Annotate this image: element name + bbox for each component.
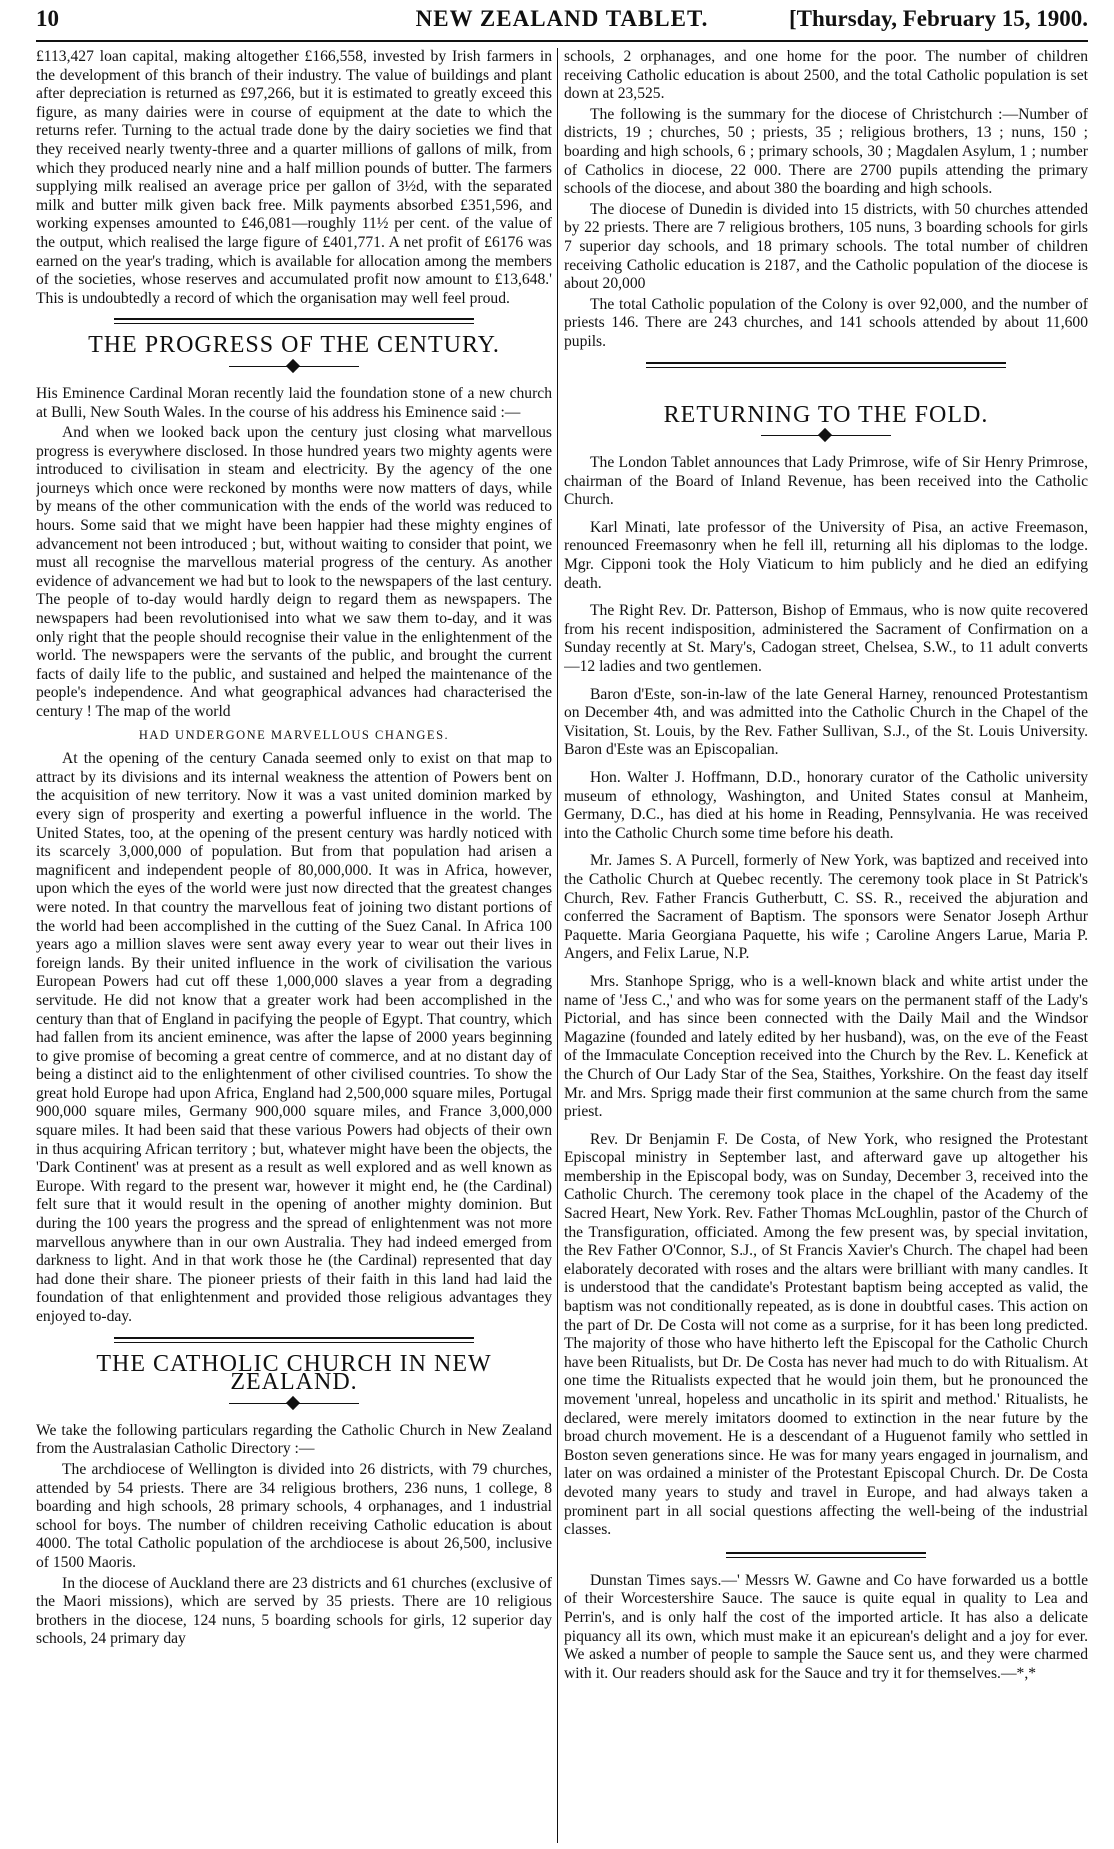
sauce-advert: Dunstan Times says.—' Messrs W. Gawne and Co have forwarded us a bottle of their Worcestershire Sauce. The sauce is quite equal in quality to Lea and Perrin's, and is only half the cost of the imported article. It has also a delicate piquancy all its own, which must make it an epicurean's delight and a joy for ever. We asked a number of people to sample the Sauce sent us, and they were charmed with it. Our readers should ask for the Sauce and try it for themselves.—*,* xyxy=(564,1571,1088,1682)
fold-paragraph: Rev. Dr Benjamin F. De Costa, of New York, who resigned the Protestant Episcopal ministry in September last, and afterward gave up altogether his membership in the Episcopal body, was on Sunday, December 3, received into the Catholic Church. The ceremony took place in the chapel of the Academy of the Sacred Heart, New York. Rev. Father Thomas McLoughlin, pastor of the Church of the Transfiguration, officiated. Among the few present was, by special invitation, the Rev Father O'Connor, S.J., of St Francis Xavier's Church. The chapel had been elaborately decorated with roses and the altars were brilliant with many candles. It is understood that the candidate's Protestant baptism being accepted as valid, the baptism was not conditionally repeated, as is done in doubtful cases. This action on the part of Dr. De Costa will not come as a surprise, for it has been long predicted. The majority of those who have hitherto left the Episcopal for the Catholic Church have been Ritualists, but Dr. De Costa has never had much to do with Ritualism. At one time the Ritualists expected that he would join them, but he pronounced the movement 'unreal, hopeless and uncatholic in its spirit and method.' Ritualists, he declared, were merely imitators doomed to extinction in the near future by the broad church movement. He is a descendant of a Huguenot family who settled in Boston seven generations since. He was for many years engaged in journalism, and later on was ordained a minister of the Protestant Episcopal Church. Dr. De Costa devoted many years to study and travel in Europe, and had always taken a prominent part in all social questions affecting the well-being of the industrial classes. xyxy=(564,1130,1088,1539)
masthead-rule xyxy=(36,40,1088,42)
fold-heading: RETURNING TO THE FOLD. xyxy=(663,401,989,428)
catholic-nz-paragraph: The archdiocese of Wellington is divided into 26 districts, with 79 churches, attended by 54 priests. There are 34 religious brothers, 236 nuns, 1 college, 8 boarding and high schools, 28 primary schools, 4 orphanages, and 1 industrial school for boys. The number of children receiving Catholic education is about 4000. The total Catholic population of the archdiocese is about 26,500, inclusive of 1500 Maoris. xyxy=(36,1460,552,1571)
section-rule xyxy=(726,1552,926,1558)
catholic-nz-paragraph: schools, 2 orphanages, and one home for the poor. The number of children receiving Catholic education is about 2500, and the total Catholic population is set down at 23,525. xyxy=(564,48,1088,103)
dairy-paragraph: £113,427 loan capital, making altogether £166,558, invested by Irish farmers in the development of this branch of their industry. The value of buildings and plant after depreciation is returned as £97,266, but it is estimated to greatly exceed this figure, as many dairies were in course of equipment at the date to which the returns refer. Turning to the actual trade done by the dairy societies we find that they received nearly twenty-three and a quarter millions of gallons of milk, from which they produced nearly nine and a half million pounds of butter. The farmers supplying milk realised an average price per gallon of 3½d, with the separated milk and butter milk given back free. Milk payments absorbed £351,596, and working expenses amounted to £46,081—roughly 11½ per cent. of the value of the output, which realised the large figure of £401,771. A net profit of £6176 was earned on the year's trading, which is available for allocation among the members of the societies, whose reserves and accumulated profit now amount to £13,648.' This is undoubtedly a record of which the organisation may well feel proud. xyxy=(36,48,552,307)
catholic-nz-paragraph: The following is the summary for the diocese of Christchurch :—Number of districts, 19 ; churches, 50 ; priests, 35 ; religious brothers, 13 ; nuns, 150 ; boarding and high schools, 6 ; primary schools, 30 ; Magdalen Asylum, 1 ; number of Catholics in diocese, 22 000. There are 2700 pupils attending the primary schools of the diocese, and about 380 the boarding and high schools. xyxy=(564,105,1088,198)
left-column xyxy=(36,48,552,1843)
catholic-nz-paragraph: In the diocese of Auckland there are 23 districts and 61 churches (exclusive of the Maori missions), which are served by 35 priests. There are 10 religious brothers in the diocese, 124 nuns, 5 boarding schools for girls, 12 superior day schools, 24 primary day xyxy=(36,1574,552,1648)
catholic-nz-heading: THE CATHOLIC CHURCH IN NEW ZEALAND. xyxy=(96,1350,492,1396)
fold-paragraph: Karl Minati, late professor of the University of Pisa, an active Freemason, renounced Freemasonry when he fell ill, returning all his diplomas to the lodge. Mgr. Cipponi took the Holy Viaticum to him publicly and he died an edifying death. xyxy=(564,518,1088,592)
fold-paragraph: Mr. James S. A Purcell, formerly of New York, was baptized and received into the Catholic Church at Quebec recently. The ceremony took place in St Patrick's Church, Rev. Father Francis Gutherbutt, C. SS. R., received the abjuration and conferred the Sacrament of Baptism. The sponsors were Senator Joseph Arthur Paquette. Maria Georgiana Paquette, his wife ; Caroline Angers Larue, Maria P. Angers, and Felix Larue, N.P. xyxy=(564,852,1088,963)
page-number: 10 xyxy=(36,6,59,31)
ornament-divider xyxy=(229,359,359,375)
ornament-divider xyxy=(229,1396,359,1412)
catholic-nz-paragraph: We take the following particulars regarding the Catholic Church in New Zealand from the Australasian Catholic Directory :— xyxy=(36,1421,552,1458)
fold-paragraph: Baron d'Este, son-in-law of the late General Harney, renounced Protestantism on December 4th, and was admitted into the Catholic Church in the Chapel of the Visitation, St. Louis, by the Rev. Father Sullivan, S.J., of the St. Louis University. Baron d'Este was an Episcopalian. xyxy=(564,685,1088,759)
newspaper-title: NEW ZEALAND TABLET. xyxy=(415,6,709,31)
masthead xyxy=(36,6,1088,32)
catholic-nz-paragraph: The total Catholic population of the Colony is over 92,000, and the number of priests 146. There are 243 churches, and 141 schools attended by about 11,600 pupils. xyxy=(564,295,1088,350)
column-divider xyxy=(557,48,558,1843)
ornament-divider xyxy=(761,428,891,444)
catholic-nz-paragraph: The diocese of Dunedin is divided into 15 districts, with 50 churches attended by 22 priests. There are 7 religious brothers, 105 nuns, 3 boarding schools for girls 7 superior day schools, and 18 primary schools. The total number of children receiving Catholic education is 2187, and the Catholic population of the diocese is about 20,000 xyxy=(564,200,1088,293)
fold-paragraph: The London Tablet announces that Lady Primrose, wife of Sir Henry Primrose, chairman of the Board of Inland Revenue, has been received into the Catholic Church. xyxy=(564,454,1088,509)
progress-paragraph: And when we looked back upon the century just closing what marvellous progress is everywhere disclosed. In those hundred years two mighty agents were introduced to civilisation in steam and electricity. By the agency of the one journeys which once were reckoned by months were now matters of days, while by means of the other communication with the ends of the world was reduced to hours. Some said that we might have been happier had these mighty engines of advancement not been introduced ; but, without waiting to consider that point, we must all recognise the marvellous material progress of the century. As another evidence of advancement we had but to look to the newspapers of the last century. The people of to-day would hardly deign to regard them as newspapers. The newspapers had been revolutionised into what we saw them to-day, and it was only right that the people should recognise their value in the enlightenment of the world. The newspapers were the servants of the public, and brought the current facts of daily life to the public, and sustained and helped the maintenance of the people's independence. And what geographical advances had characterised the century ! The map of the world xyxy=(36,424,552,720)
section-rule xyxy=(114,318,474,324)
progress-paragraph: At the opening of the century Canada seemed only to exist on that map to attract by its divisions and its internal weakness the attention of Powers bent on the acquisition of new territory. Now it was a vast united dominion marked by every sign of prosperity and exerting a powerful influence in the world. The United States, too, at the opening of the present century was hardly noticed with its scarcely 3,000,000 of population. But from that population had arisen a magnificent and independent people of 80,000,000. It was in Africa, however, upon which the eyes of the world were just now directed that the greatest changes were noted. In that country the marvellous feat of joining two distant portions of the world had been accomplished in the cutting of the Suez Canal. In Africa 100 years ago a million slaves were sent away every year to wear out their lives in foreign lands. By their united influence in the work of civilisation the various European Powers had cut off these 1,000,000 slaves a year from a degrading servitude. He did not know that a greater work had been accomplished in the century than that of England in pacifying the people of Egypt. That country, which had fallen from its ancient eminence, was after the lapse of 2000 years beginning to give promise of becoming a great centre of commerce, and at no distant day of being a distinct aid to the enlightenment of other civilised countries. To show the great hold Europe had upon Africa, England had 2,500,000 square miles, Portugal 900,000 square miles, Germany 900,000 square miles, and France 3,000,000 square miles. It had been said that these various Powers had objects of their own in thus acquiring African territory ; but, whatever might have been the objects, the 'Dark Continent' was at present as a result as well explored and as well known as Europe. With regard to the present war, however it might end, he (the Cardinal) felt sure that it would result in the opening of another mighty dominion. But during the 100 years the progress and the spread of enlightenment was not more marvellous anywhere than in our own Australia. They had indeed emerged from darkness to light. And in that work those he (the Cardinal) represented that day had done their share. The pioneer priests of their faith in this land had laid the foundation of that enlightenment and provided those religious advantages they enjoyed to-day. xyxy=(36,750,552,1325)
section-rule xyxy=(646,362,1006,368)
fold-paragraph: Hon. Walter J. Hoffmann, D.D., honorary curator of the Catholic university museum of ethnology, Washington, and United States consul at Manheim, Germany, D.C., has died at his home in Reading, Pennsylvania. He was received into the Catholic Church some time before his death. xyxy=(564,769,1088,842)
progress-paragraph: His Eminence Cardinal Moran recently laid the foundation stone of a new church at Bulli, New South Wales. In the course of his address his Eminence said :— xyxy=(36,384,552,421)
right-column xyxy=(564,48,1088,1843)
issue-date: [Thursday, February 15, 1900. xyxy=(788,6,1088,31)
fold-paragraph: Mrs. Stanhope Sprigg, who is a well-known black and white artist under the name of 'Jess C.,' and who was for some years on the permanent staff of the Lady's Pictorial, and has since been connected with the Daily Mail and the Windsor Magazine (founded and lately edited by her husband), was, on the eve of the Feast of the Immaculate Conception received into the Church by the Rev. L. Kenefick at the Church of Our Lady Star of the Sea, Staithes, Yorkshire. On the feast day itself Mr. and Mrs. Sprigg made their first communion at the same church from the same priest. xyxy=(564,972,1088,1121)
fold-paragraph: The Right Rev. Dr. Patterson, Bishop of Emmaus, who is now quite recovered from his recent indisposition, administered the Sacrament of Confirmation on a Sunday recently at St. Mary's, Cadogan street, Chelsea, S.W., to 11 adult converts—12 ladies and two gentlemen. xyxy=(564,602,1088,676)
progress-heading: THE PROGRESS OF THE CENTURY. xyxy=(88,332,500,359)
section-rule xyxy=(114,1337,474,1343)
progress-subhead: HAD UNDERGONE MARVELLOUS CHANGES. xyxy=(138,727,450,742)
